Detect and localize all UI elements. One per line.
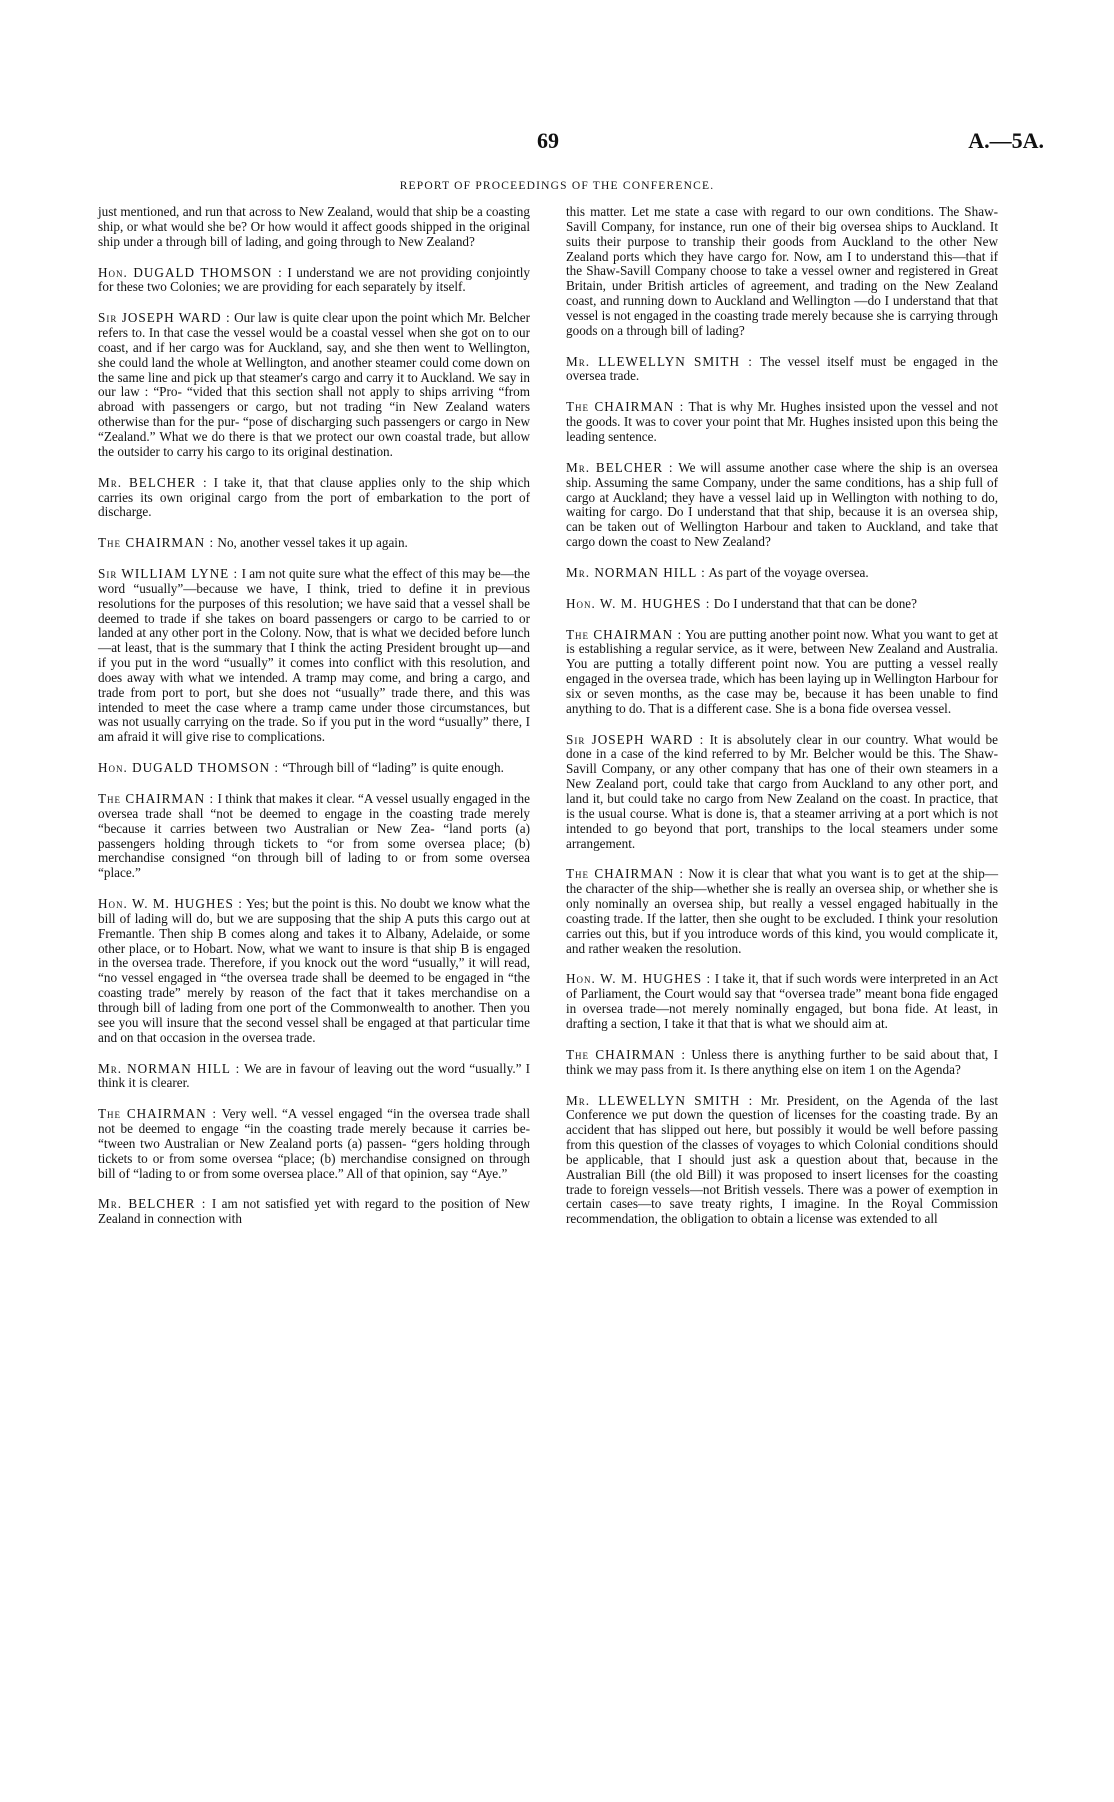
paragraph-text: Mr. President, on the Agenda of the last Conference we put down the question of licenses for the coasting trade. By an accident that has slipped out here, but possibly it would be well before passing from this question of the classes of voyages to which Colonial conditions should be applicable, that I should just ask a question about that, because in the Australian Bill (the old Bill) it was proposed to insert licenses for the coasting trade to foreign vessels—not British vessels. There was a power of exemption in certain cases—to save treaty rights, I imagine. In the Royal Commission recommendation, the obligation to obtain a license was extended to all <box>566 1092 999 1227</box>
paragraph-text: Do I understand that that can be done? <box>713 595 918 611</box>
paragraph <box>98 1197 530 1227</box>
speaker-name: The CHAIRMAN : <box>566 626 683 642</box>
speaker-name: The CHAIRMAN : <box>98 1106 218 1122</box>
speaker-name: Sir WILLIAM LYNE : <box>98 566 239 582</box>
speaker-name: Hon. W. M. HUGHES : <box>566 595 711 611</box>
paragraph <box>566 461 998 550</box>
speaker-name: Sir JOSEPH WARD : <box>98 310 231 326</box>
page-number: 69 <box>537 128 559 153</box>
paragraph <box>98 792 530 881</box>
paragraph-text: No, another vessel takes it up again. <box>217 535 408 551</box>
speaker-name: Mr. NORMAN HILL : <box>98 1060 241 1076</box>
paragraph-text: It is absolutely clear in our country. What would be done in a case of the kind referred to by Mr. Belcher would be this. The Shaw-Savill Company, or any other company that has one of their own steamers in a New Zealand port, could take that cargo from Auckland to any other port, and land it, but could take no cargo from New Zealand on the coast. In practice, that is the usual course. What is done is, that a steamer arriving at a port which is not intended to go beyond that port, tranships to the local steamers under some arrangement. <box>566 731 999 851</box>
paragraph <box>566 867 998 956</box>
paragraph <box>98 761 530 776</box>
paragraph-text: I take it, that that clause applies only to the ship which carries its own original cargo from the port of embarkation to the port of discharge. <box>98 474 531 520</box>
speaker-name: Hon. DUGALD THOMSON : <box>98 264 283 280</box>
paragraph <box>98 1107 530 1181</box>
paragraph <box>98 567 530 745</box>
paragraph-text: Yes; but the point is this. No doubt we know what the bill of lading will do, but we are supposing that the ship A puts this cargo out at Fremantle. Then ship B comes along and takes it to Albany, Adelaide, or some other place, or to Hobart. Now, what we want to insure is that ship B is engaged in the oversea trade. Therefore, if you knock out the word “usually,” it will read, “no vessel engaged in “the oversea trade shall be deemed to be engaged in “the coasting trade” merely by reason of the fact that it takes merchandise on a through bill of lading from one port of the Commonwealth to another. Then you see you will insure that the second vessel shall be engaged at that particular time and on that occasion in the oversea trade. <box>98 896 530 1045</box>
speaker-name: The CHAIRMAN : <box>98 535 215 551</box>
paper-reference: A.—5A. <box>968 128 1044 153</box>
paragraph-text: Our law is quite clear upon the point which Mr. Belcher refers to. In that case the vessel would be a coastal vessel when she got on to our coast, and if her cargo was for Auckland, say, and she then went to Wellington, she could land the whole at Wellington, and another steamer could come down on the same line and pick up that steamer's cargo and carry it to Auckland. We say in our law : “Pro- “vided that this section shall not apply to ships arriving “from abroad with passengers or cargo, but not trading “in New Zealand waters otherwise than for the pur- “pose of discharging such passengers or cargo in New “Zealand.” What we do there is that we protect our own coastal trade, but allow the outsider to carry his cargo to its original destination. <box>98 310 530 459</box>
speaker-name: Sir JOSEPH WARD : <box>566 731 705 747</box>
paragraph-text: “Through bill of “lading” is quite enough. <box>282 760 504 776</box>
paragraph <box>98 205 530 250</box>
speaker-name: The CHAIRMAN : <box>566 866 685 882</box>
speaker-name: Hon. W. M. HUGHES : <box>98 896 243 912</box>
paragraph <box>566 733 998 852</box>
paragraph-text: Very well. “A vessel engaged “in the oversea trade shall not be deemed to engage “in the coasting trade merely because it carries be- “tween two Australian or New Zealand ports (a) passen- “gers holding through tickets to or from some oversea “place; (b) merchandise consigned on through bill of “lading to or from some oversea place.” All of that opinion, say “Aye.” <box>98 1106 530 1181</box>
paragraph-text: Now it is clear that what you want is to get at the ship—the character of the ship—whether she is really an oversea ship, or whether she is only nominally an oversea ship, but really a vessel engaged habitually in the coasting trade. If the latter, then she ought to be excluded. I think your resolution carries out this, but if you introduce words of this kind, you would complicate it, and rather weaken the resolution. <box>566 866 999 956</box>
paragraph-text: I understand we are not providing conjointly for these two Colonies; we are providing for each separately by itself. <box>98 264 531 295</box>
paragraph-text: The vessel itself must be engaged in the oversea trade. <box>566 353 999 384</box>
speaker-name: Mr. NORMAN HILL : <box>566 564 706 580</box>
paragraph-text: As part of the voyage oversea. <box>708 564 869 580</box>
paragraph-text: just mentioned, and run that across to New Zealand, would that ship be a coasting ship, or what would she be? Or how would it affect goods shipped in the original ship under a through bill of lading, and going through to New Zealand? <box>98 204 530 249</box>
paragraph-text: I am not quite sure what the effect of this may be—the word “usually”—because we have, I think, tried to define it in previous resolutions for the purposes of this resolution; we have said that a vessel shall be deemed to trade if she takes on board passengers or cargo to be carried to or landed at any other port in the Colony. Now, that is what we decided before lunch—at least, that is the summary that I think the acting President brought up—and if you put in the word “usually” it comes into conflict with this resolution, and does away with what we intended. A tramp may come, and bring a cargo, and trade from port to port, but she does not “usually” trade there, and this was intended to meet the case where a tramp came under those circumstances, but was not usually carrying on the trade. So if you put in the word “usually” there, I am afraid it will give rise to complications. <box>98 566 531 745</box>
paragraph-text: I take it, that if such words were interpreted in an Act of Parliament, the Court would say that “oversea trade” meant bona fide engaged in oversea trade—not merely nominally engaged, but bona fide. At least, in drafting a section, I take it that that is what we should aim at. <box>566 971 998 1031</box>
speaker-name: Hon. W. M. HUGHES : <box>566 971 712 987</box>
speaker-name: Mr. LLEWELLYN SMITH : <box>566 1092 754 1108</box>
paragraph <box>98 311 530 459</box>
speaker-name: Mr. BELCHER : <box>566 459 674 475</box>
paragraph-text: I think that makes it clear. “A vessel usually engaged in the oversea trade shall “not be deemed to engage in the coasting trade merely “because it carries between two Australian or New Zea- “land ports (a) passengers holding through tickets to “or from some oversea place; (b) merchandise consigned “on through bill of lading to or from some oversea “place.” <box>98 791 530 881</box>
speaker-name: The CHAIRMAN : <box>98 791 215 806</box>
paragraph-text: Unless there is anything further to be said about that, I think we may pass from it. Is there anything else on item 1 on the Agenda? <box>566 1046 999 1077</box>
paragraph <box>566 1048 998 1078</box>
paragraph-text: We will assume another case where the ship is an oversea ship. Assuming the same Company, under the same conditions, has a ship full of cargo at Auckland; they have a vessel laid up in Wellington with nothing to do, waiting for cargo. Do I understand that that ship, because it is an oversea ship, can be taken out of Wellington Harbour and taken to Auckland, and take that cargo down the coast to New Zealand? <box>566 459 998 550</box>
paragraph <box>566 355 998 385</box>
paragraph <box>98 897 530 1045</box>
paragraph <box>98 476 530 521</box>
speaker-name: Mr. BELCHER : <box>98 1196 207 1212</box>
paragraph-text: That is why Mr. Hughes insisted upon the vessel and not the goods. It was to cover your point that Mr. Hughes insisted upon this being the leading sentence. <box>566 399 998 444</box>
left-column <box>98 205 530 1243</box>
paragraph-text: I am not satisfied yet with regard to the position of New Zealand in connection with <box>98 1196 530 1227</box>
paragraph <box>566 628 998 717</box>
paragraph <box>566 597 998 612</box>
paragraph-text: this matter. Let me state a case with regard to our own conditions. The Shaw-Savill Company, for instance, run one of their big oversea ships to Auckland. It suits their purpose to tranship their goods from Auckland to the other New Zealand ports which they have cargo for. Now, am I to understand this—that if the Shaw-Savill Company choose to take a vessel owner and registered in Great Britain, under British articles of agreement, and trading on the New Zealand coast, and running down to Auckland and Wellington —do I understand that that vessel is not engaged in the coasting trade merely because she is carrying through goods on a through bill of lading? <box>566 204 998 338</box>
paragraph <box>566 566 998 581</box>
paragraph-text: You are putting another point now. What you want to get at is establishing a regular service, as it were, between New Zealand and Australia. You are putting a totally different point now. You are putting a vessel really engaged in the oversea trade, which has been laying up in Wellington Harbour for six or seven months, as the case may be, because it has been unable to find anything to do. That is a different case. She is a bona fide oversea vessel. <box>566 626 998 716</box>
speaker-name: Hon. DUGALD THOMSON : <box>98 760 280 776</box>
paragraph <box>566 205 998 339</box>
paragraph <box>98 1062 530 1092</box>
paragraph <box>566 400 998 445</box>
paragraph-text: We are in favour of leaving out the word “usually.” I think it is clearer. <box>98 1060 531 1091</box>
speaker-name: The CHAIRMAN : <box>566 399 685 415</box>
speaker-name: Mr. BELCHER : <box>98 474 208 490</box>
right-column <box>566 205 998 1243</box>
speaker-name: Mr. LLEWELLYN SMITH : <box>566 353 753 369</box>
paragraph <box>566 972 998 1031</box>
running-head: REPORT OF PROCEEDINGS OF THE CONFERENCE. <box>399 180 715 192</box>
paragraph <box>98 266 530 296</box>
paragraph <box>98 536 530 551</box>
paragraph <box>566 1094 998 1228</box>
speaker-name: The CHAIRMAN : <box>566 1046 687 1062</box>
